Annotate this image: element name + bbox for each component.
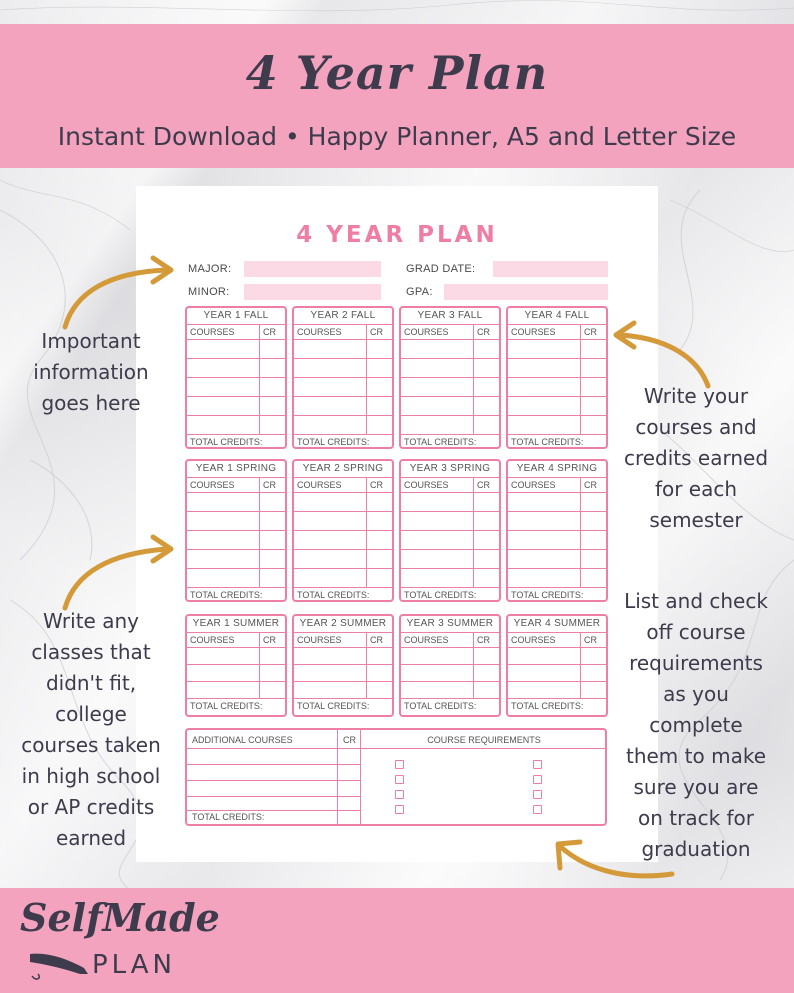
credit-cell[interactable]	[367, 340, 392, 358]
courses-column-label: COURSES	[294, 633, 367, 647]
course-cell[interactable]	[187, 665, 260, 681]
grad-date-label: GRAD DATE:	[406, 263, 476, 275]
credit-cell[interactable]	[367, 397, 392, 415]
courses-column-label: COURSES	[508, 325, 581, 339]
credit-cell[interactable]	[367, 531, 392, 549]
course-row[interactable]	[294, 531, 392, 550]
total-credits-label: TOTAL CREDITS:	[297, 590, 370, 600]
note-line: didn't fit,	[45, 671, 137, 695]
course-cell[interactable]	[401, 512, 474, 530]
course-cell[interactable]	[294, 397, 367, 415]
total-credits-label: TOTAL CREDITS:	[404, 590, 477, 600]
gpa-field	[444, 284, 608, 300]
note-line: List and check	[624, 589, 768, 613]
course-row[interactable]	[508, 493, 606, 512]
total-credits-label: TOTAL CREDITS:	[511, 701, 584, 711]
note-line: Write any	[43, 609, 139, 633]
credit-cell[interactable]	[474, 550, 499, 568]
note-line: them to make	[625, 744, 766, 768]
course-cell[interactable]	[401, 378, 474, 396]
total-credits-label: TOTAL CREDITS:	[404, 437, 477, 447]
total-credits-label: TOTAL CREDITS:	[511, 590, 584, 600]
credit-cell[interactable]	[474, 359, 499, 377]
credit-cell[interactable]	[367, 378, 392, 396]
course-cell[interactable]	[187, 648, 260, 664]
credit-cell[interactable]	[581, 340, 606, 358]
credit-cell[interactable]	[474, 665, 499, 681]
semester-table	[506, 306, 608, 449]
credit-cell[interactable]	[260, 416, 285, 434]
semester-title: YEAR 3 FALL	[401, 308, 499, 325]
courses-column-label: COURSES	[187, 478, 260, 492]
course-row[interactable]	[187, 359, 285, 378]
semester-title: YEAR 2 SUMMER	[294, 616, 392, 633]
major-field	[244, 261, 381, 277]
requirement-checkbox[interactable]	[395, 760, 404, 769]
requirement-checkbox[interactable]	[533, 805, 542, 814]
credit-cell[interactable]	[581, 359, 606, 377]
course-row[interactable]	[401, 550, 499, 569]
cr-column-label: CR	[584, 635, 597, 645]
note-line: semester	[649, 508, 743, 532]
requirement-checkbox[interactable]	[533, 760, 542, 769]
credit-cell[interactable]	[474, 531, 499, 549]
credit-cell[interactable]	[581, 493, 606, 511]
column-header-row	[401, 325, 499, 340]
course-cell[interactable]	[508, 512, 581, 530]
grad-date-field	[493, 261, 608, 277]
credit-cell[interactable]	[474, 378, 499, 396]
note-important	[14, 326, 168, 419]
note-line: goes here	[41, 391, 141, 415]
course-cell[interactable]	[508, 648, 581, 664]
credit-cell[interactable]	[581, 416, 606, 434]
course-row[interactable]	[401, 512, 499, 531]
column-header-row	[187, 633, 285, 648]
requirement-checkbox[interactable]	[395, 790, 404, 799]
note-line: requirements	[629, 651, 763, 675]
major-label: MAJOR:	[188, 263, 232, 275]
credit-cell[interactable]	[367, 493, 392, 511]
note-line: credits earned	[623, 446, 769, 470]
course-cell[interactable]	[187, 682, 260, 698]
credit-cell[interactable]	[260, 340, 285, 358]
course-cell[interactable]	[508, 550, 581, 568]
course-cell[interactable]	[187, 512, 260, 530]
minor-label: MINOR:	[188, 286, 230, 298]
course-cell[interactable]	[401, 493, 474, 511]
total-credits-label: TOTAL CREDITS:	[297, 437, 370, 447]
course-row[interactable]	[294, 493, 392, 512]
course-cell[interactable]	[508, 397, 581, 415]
divider	[187, 796, 361, 797]
total-credits-label: TOTAL CREDITS:	[297, 701, 370, 711]
course-row[interactable]	[508, 340, 606, 359]
total-credits-label: TOTAL CREDITS:	[190, 701, 263, 711]
course-row[interactable]	[401, 531, 499, 550]
additional-total-label: TOTAL CREDITS:	[192, 812, 265, 822]
semester-title: YEAR 1 SPRING	[187, 461, 285, 478]
course-cell[interactable]	[401, 340, 474, 358]
semester-table	[399, 614, 501, 717]
course-row[interactable]	[187, 569, 285, 588]
cr-column-label: CR	[263, 480, 276, 490]
column-header-row	[294, 633, 392, 648]
banner-subtitle: Instant Download • Happy Planner, A5 and Letter Size	[57, 122, 737, 151]
semester-title: YEAR 1 SUMMER	[187, 616, 285, 633]
divider	[187, 780, 361, 781]
note-line: in high school	[21, 764, 161, 788]
column-header-row	[294, 325, 392, 340]
course-cell[interactable]	[401, 359, 474, 377]
total-credits-label: TOTAL CREDITS:	[190, 437, 263, 447]
course-cell[interactable]	[294, 550, 367, 568]
course-requirements-label: COURSE REQUIREMENTS	[427, 735, 541, 745]
total-credits-label: TOTAL CREDITS:	[190, 590, 263, 600]
course-cell[interactable]	[294, 569, 367, 587]
column-header-row	[401, 633, 499, 648]
note-write-any	[4, 606, 178, 854]
course-cell[interactable]	[294, 378, 367, 396]
course-cell[interactable]	[187, 397, 260, 415]
course-cell[interactable]	[187, 359, 260, 377]
course-cell[interactable]	[508, 531, 581, 549]
course-cell[interactable]	[508, 682, 581, 698]
credit-cell[interactable]	[260, 397, 285, 415]
course-cell[interactable]	[294, 531, 367, 549]
credit-cell[interactable]	[260, 682, 285, 698]
courses-column-label: COURSES	[187, 325, 260, 339]
semester-table	[185, 306, 287, 449]
credit-cell[interactable]	[260, 378, 285, 396]
gpa-label: GPA:	[406, 286, 433, 298]
note-list-check	[602, 586, 790, 865]
course-row[interactable]	[508, 378, 606, 397]
credit-cell[interactable]	[260, 550, 285, 568]
course-row[interactable]	[508, 569, 606, 588]
note-line: graduation	[641, 837, 751, 861]
course-cell[interactable]	[508, 340, 581, 358]
additional-courses-label: ADDITIONAL COURSES	[192, 735, 293, 745]
course-row[interactable]	[294, 665, 392, 682]
semester-table	[292, 614, 394, 717]
cr-column-label: CR	[477, 327, 490, 337]
course-row[interactable]	[294, 378, 392, 397]
course-row[interactable]	[401, 359, 499, 378]
divider	[187, 764, 361, 765]
credit-cell[interactable]	[474, 416, 499, 434]
course-cell[interactable]	[187, 569, 260, 587]
course-cell[interactable]	[401, 648, 474, 664]
courses-column-label: COURSES	[401, 478, 474, 492]
course-cell[interactable]	[401, 416, 474, 434]
semester-title: YEAR 4 SPRING	[508, 461, 606, 478]
cr-column-label: CR	[370, 635, 383, 645]
course-row[interactable]	[294, 397, 392, 416]
credit-cell[interactable]	[367, 359, 392, 377]
additional-cr-label: CR	[343, 735, 356, 745]
course-row[interactable]	[401, 378, 499, 397]
note-line: Write your	[643, 384, 749, 408]
course-cell[interactable]	[294, 359, 367, 377]
course-row[interactable]	[187, 550, 285, 569]
credit-cell[interactable]	[581, 550, 606, 568]
course-cell[interactable]	[187, 416, 260, 434]
course-row[interactable]	[508, 512, 606, 531]
semester-title: YEAR 3 SPRING	[401, 461, 499, 478]
arrow-icon	[55, 533, 180, 613]
credit-cell[interactable]	[581, 512, 606, 530]
course-cell[interactable]	[187, 340, 260, 358]
course-cell[interactable]	[294, 416, 367, 434]
note-line: or AP credits	[27, 795, 155, 819]
logo-word: PLAN	[92, 950, 176, 980]
credit-cell[interactable]	[367, 512, 392, 530]
semester-table	[185, 614, 287, 717]
course-row[interactable]	[187, 378, 285, 397]
course-row[interactable]	[187, 416, 285, 435]
additional-courses-box	[185, 728, 607, 826]
course-row[interactable]	[187, 512, 285, 531]
note-line: sure you are	[633, 775, 759, 799]
column-header-row	[401, 478, 499, 493]
cr-column-label: CR	[584, 327, 597, 337]
course-row[interactable]	[294, 512, 392, 531]
arrow-icon	[55, 252, 180, 332]
column-header-row	[508, 325, 606, 340]
note-line: for each	[654, 477, 738, 501]
course-cell[interactable]	[508, 416, 581, 434]
credit-cell[interactable]	[581, 531, 606, 549]
course-row[interactable]	[294, 416, 392, 435]
credit-cell[interactable]	[260, 569, 285, 587]
credit-cell[interactable]	[474, 512, 499, 530]
course-row[interactable]	[508, 682, 606, 699]
course-cell[interactable]	[294, 512, 367, 530]
course-cell[interactable]	[508, 569, 581, 587]
semester-title: YEAR 4 FALL	[508, 308, 606, 325]
note-line: information	[33, 360, 149, 384]
note-line: Important	[41, 329, 141, 353]
course-row[interactable]	[508, 416, 606, 435]
course-row[interactable]	[508, 648, 606, 665]
credit-cell[interactable]	[367, 682, 392, 698]
note-line: off course	[646, 620, 746, 644]
arrow-icon	[608, 318, 718, 393]
course-row[interactable]	[294, 648, 392, 665]
course-row[interactable]	[294, 569, 392, 588]
course-cell[interactable]	[294, 340, 367, 358]
note-line: classes that	[31, 640, 151, 664]
courses-column-label: COURSES	[508, 633, 581, 647]
courses-column-label: COURSES	[401, 325, 474, 339]
credit-cell[interactable]	[474, 340, 499, 358]
semester-title: YEAR 2 SPRING	[294, 461, 392, 478]
arrow-icon	[550, 832, 680, 882]
course-row[interactable]	[294, 550, 392, 569]
requirement-checkbox[interactable]	[395, 775, 404, 784]
column-header-row	[508, 633, 606, 648]
course-cell[interactable]	[187, 531, 260, 549]
course-cell[interactable]	[401, 682, 474, 698]
credit-cell[interactable]	[474, 397, 499, 415]
course-row[interactable]	[401, 648, 499, 665]
course-row[interactable]	[401, 397, 499, 416]
banner-title: 4 Year Plan	[245, 46, 549, 100]
courses-column-label: COURSES	[187, 633, 260, 647]
course-row[interactable]	[187, 340, 285, 359]
course-row[interactable]	[401, 493, 499, 512]
semester-table	[292, 459, 394, 602]
column-header-row	[508, 478, 606, 493]
course-cell[interactable]	[508, 493, 581, 511]
credit-cell[interactable]	[260, 359, 285, 377]
course-row[interactable]	[401, 416, 499, 435]
semester-title: YEAR 3 SUMMER	[401, 616, 499, 633]
cr-column-label: CR	[584, 480, 597, 490]
course-row[interactable]	[508, 550, 606, 569]
note-line: courses and	[635, 415, 757, 439]
column-header-row	[187, 478, 285, 493]
course-cell[interactable]	[294, 665, 367, 681]
credit-cell[interactable]	[367, 550, 392, 568]
divider	[187, 810, 361, 811]
note-line: as you	[663, 682, 729, 706]
courses-column-label: COURSES	[294, 478, 367, 492]
credit-cell[interactable]	[367, 648, 392, 664]
credit-cell[interactable]	[260, 493, 285, 511]
credit-cell[interactable]	[367, 569, 392, 587]
note-write-courses	[607, 381, 785, 536]
credit-cell[interactable]	[474, 493, 499, 511]
logo-script: SelfMade	[20, 895, 220, 940]
credit-cell[interactable]	[260, 648, 285, 664]
semester-table	[506, 459, 608, 602]
course-row[interactable]	[508, 359, 606, 378]
course-row[interactable]	[187, 397, 285, 416]
total-credits-label: TOTAL CREDITS:	[511, 437, 584, 447]
course-cell[interactable]	[401, 569, 474, 587]
courses-column-label: COURSES	[401, 633, 474, 647]
credit-cell[interactable]	[581, 378, 606, 396]
cr-column-label: CR	[477, 635, 490, 645]
credit-cell[interactable]	[581, 569, 606, 587]
total-credits-label: TOTAL CREDITS:	[404, 701, 477, 711]
course-row[interactable]	[401, 665, 499, 682]
semester-title: YEAR 1 FALL	[187, 308, 285, 325]
note-line: complete	[649, 713, 743, 737]
course-row[interactable]	[187, 665, 285, 682]
note-line: courses taken	[21, 733, 161, 757]
planner-sheet	[136, 186, 658, 862]
course-cell[interactable]	[508, 359, 581, 377]
credit-cell[interactable]	[474, 569, 499, 587]
pen-icon	[26, 948, 94, 984]
sheet-title: 4 YEAR PLAN	[296, 222, 498, 248]
course-cell[interactable]	[294, 648, 367, 664]
course-cell[interactable]	[187, 378, 260, 396]
cr-column-label: CR	[370, 480, 383, 490]
note-line: earned	[55, 826, 127, 850]
cr-column-label: CR	[263, 635, 276, 645]
cr-column-label: CR	[477, 480, 490, 490]
requirement-checkbox[interactable]	[395, 805, 404, 814]
credit-cell[interactable]	[474, 682, 499, 698]
semester-table	[506, 614, 608, 717]
column-header-row	[187, 325, 285, 340]
course-cell[interactable]	[401, 550, 474, 568]
courses-column-label: COURSES	[294, 325, 367, 339]
course-cell[interactable]	[187, 493, 260, 511]
course-row[interactable]	[187, 682, 285, 699]
course-row[interactable]	[294, 340, 392, 359]
credit-cell[interactable]	[260, 512, 285, 530]
course-row[interactable]	[401, 340, 499, 359]
requirement-checkbox[interactable]	[533, 775, 542, 784]
column-header-row	[294, 478, 392, 493]
semester-table	[292, 306, 394, 449]
semester-table	[399, 306, 501, 449]
course-cell[interactable]	[401, 397, 474, 415]
note-line: college	[55, 702, 127, 726]
note-line: on track for	[637, 806, 755, 830]
semester-title: YEAR 2 FALL	[294, 308, 392, 325]
course-row[interactable]	[187, 531, 285, 550]
semester-table	[399, 459, 501, 602]
course-row[interactable]	[294, 682, 392, 699]
minor-field	[244, 284, 381, 300]
course-row[interactable]	[294, 359, 392, 378]
course-cell[interactable]	[401, 665, 474, 681]
requirement-checkbox[interactable]	[533, 790, 542, 799]
courses-column-label: COURSES	[508, 478, 581, 492]
course-row[interactable]	[508, 397, 606, 416]
course-cell[interactable]	[294, 493, 367, 511]
course-cell[interactable]	[508, 665, 581, 681]
credit-cell[interactable]	[581, 397, 606, 415]
course-row[interactable]	[401, 569, 499, 588]
cr-column-label: CR	[370, 327, 383, 337]
semester-title: YEAR 4 SUMMER	[508, 616, 606, 633]
course-cell[interactable]	[508, 378, 581, 396]
course-row[interactable]	[401, 682, 499, 699]
course-row[interactable]	[187, 648, 285, 665]
credit-cell[interactable]	[474, 648, 499, 664]
course-row[interactable]	[508, 665, 606, 682]
course-cell[interactable]	[401, 531, 474, 549]
course-cell[interactable]	[294, 682, 367, 698]
course-row[interactable]	[508, 531, 606, 550]
credit-cell[interactable]	[260, 531, 285, 549]
course-row[interactable]	[187, 493, 285, 512]
semester-table	[185, 459, 287, 602]
cr-column-label: CR	[263, 327, 276, 337]
credit-cell[interactable]	[367, 665, 392, 681]
credit-cell[interactable]	[260, 665, 285, 681]
divider	[187, 748, 607, 749]
course-cell[interactable]	[187, 550, 260, 568]
credit-cell[interactable]	[367, 416, 392, 434]
